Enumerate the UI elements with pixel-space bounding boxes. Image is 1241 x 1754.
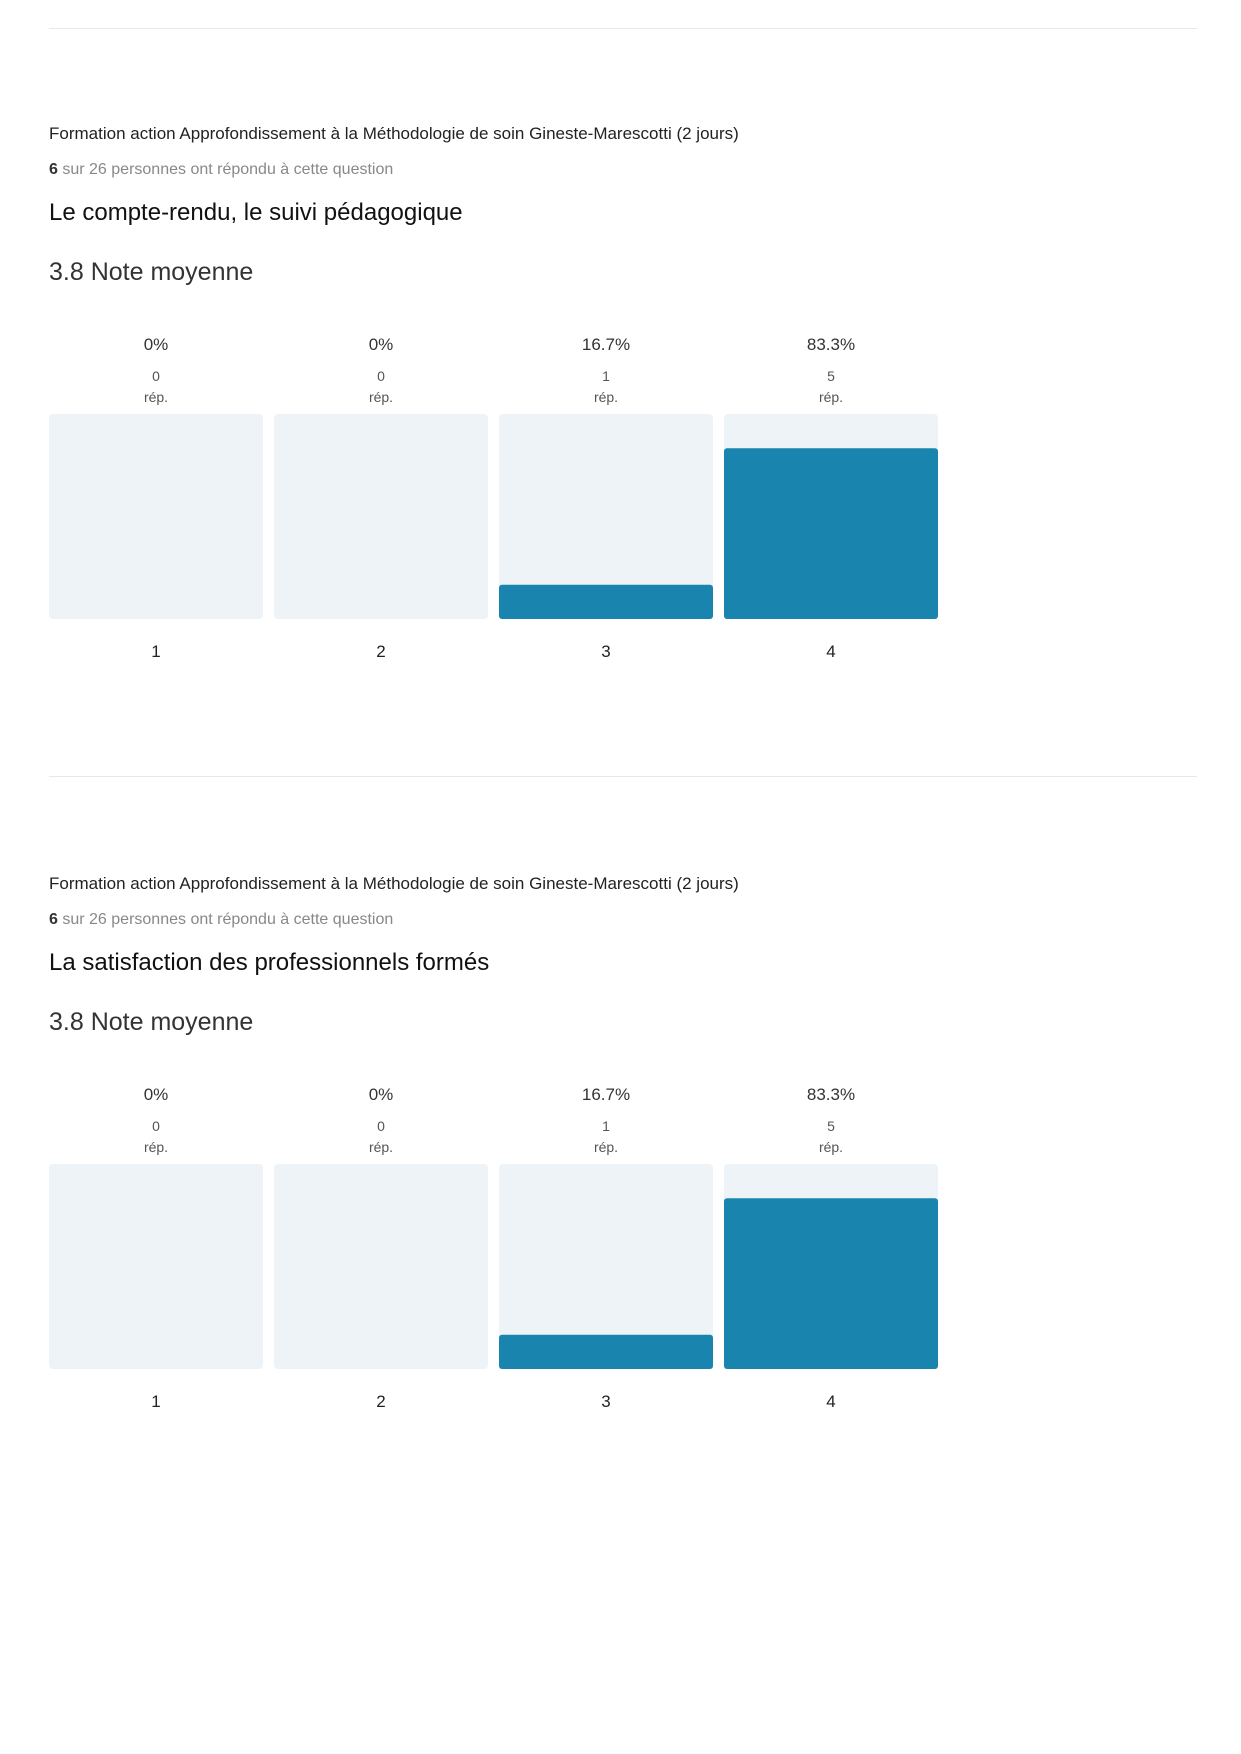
count-unit-label: rép.: [818, 389, 844, 405]
responders-count: 6: [49, 161, 58, 178]
bar-track: [49, 414, 263, 619]
count-unit-label: rép.: [143, 1139, 169, 1155]
bar: [499, 1335, 713, 1369]
average-rating: 3.8 Note moyenne: [49, 258, 254, 286]
count-label: 5: [827, 368, 835, 384]
bar-column-3: [499, 1085, 713, 1411]
responders-info: [49, 161, 393, 179]
bar-column-1: [49, 1085, 263, 1411]
bar-column-2: [274, 335, 488, 661]
bar: [724, 1198, 938, 1369]
responders-text: sur 26 personnes ont répondu à cette question: [62, 161, 394, 178]
count-label: 0: [377, 368, 385, 384]
count-unit-label: rép.: [593, 1139, 619, 1155]
count-unit-label: rép.: [143, 389, 169, 405]
question-title: La satisfaction des professionnels formés: [49, 949, 490, 976]
rating-chart-svg: [49, 329, 949, 661]
category-label: 2: [376, 642, 386, 661]
category-label: 1: [151, 1392, 161, 1411]
rating-chart: [49, 1079, 949, 1411]
count-unit-label: rép.: [368, 1139, 394, 1155]
count-label: 0: [152, 1118, 160, 1134]
percent-label: 0%: [368, 335, 394, 354]
rating-chart-svg: [49, 1079, 949, 1411]
survey-title: Formation action Approfondissement à la Méthodologie de soin Gineste-Marescotti (2 jours): [49, 124, 739, 143]
count-label: 0: [152, 368, 160, 384]
category-label: 1: [151, 642, 161, 661]
bar-column-3: [499, 335, 713, 661]
responders-info: [49, 911, 393, 929]
bar: [724, 448, 938, 619]
category-label: 3: [601, 1392, 611, 1411]
category-label: 3: [601, 642, 611, 661]
bar: [499, 585, 713, 619]
bar-track: [274, 414, 488, 619]
question-section-2: [49, 874, 1197, 1494]
percent-label: 83.3%: [806, 1085, 856, 1104]
category-label: 2: [376, 1392, 386, 1411]
bar-column-4: [724, 1085, 938, 1411]
percent-label: 16.7%: [581, 335, 631, 354]
question-section-1: [49, 124, 1197, 744]
count-label: 1: [602, 368, 610, 384]
bar-track: [49, 1164, 263, 1369]
bar-column-2: [274, 1085, 488, 1411]
count-unit-label: rép.: [818, 1139, 844, 1155]
percent-label: 0%: [368, 1085, 394, 1104]
bar-column-1: [49, 335, 263, 661]
count-label: 1: [602, 1118, 610, 1134]
section-divider: [49, 776, 1197, 777]
category-label: 4: [826, 1392, 836, 1411]
responders-count: 6: [49, 911, 58, 928]
percent-label: 83.3%: [806, 335, 856, 354]
responders-text: sur 26 personnes ont répondu à cette question: [62, 911, 394, 928]
count-unit-label: rép.: [368, 389, 394, 405]
top-divider: [49, 28, 1197, 29]
count-unit-label: rép.: [593, 389, 619, 405]
count-label: 5: [827, 1118, 835, 1134]
percent-label: 0%: [143, 1085, 169, 1104]
percent-label: 16.7%: [581, 1085, 631, 1104]
bar-track: [274, 1164, 488, 1369]
category-label: 4: [826, 642, 836, 661]
survey-title: Formation action Approfondissement à la Méthodologie de soin Gineste-Marescotti (2 jours): [49, 874, 739, 893]
percent-label: 0%: [143, 335, 169, 354]
question-title: Le compte-rendu, le suivi pédagogique: [49, 199, 463, 226]
count-label: 0: [377, 1118, 385, 1134]
bar-column-4: [724, 335, 938, 661]
average-rating: 3.8 Note moyenne: [49, 1008, 254, 1036]
rating-chart: [49, 329, 949, 661]
